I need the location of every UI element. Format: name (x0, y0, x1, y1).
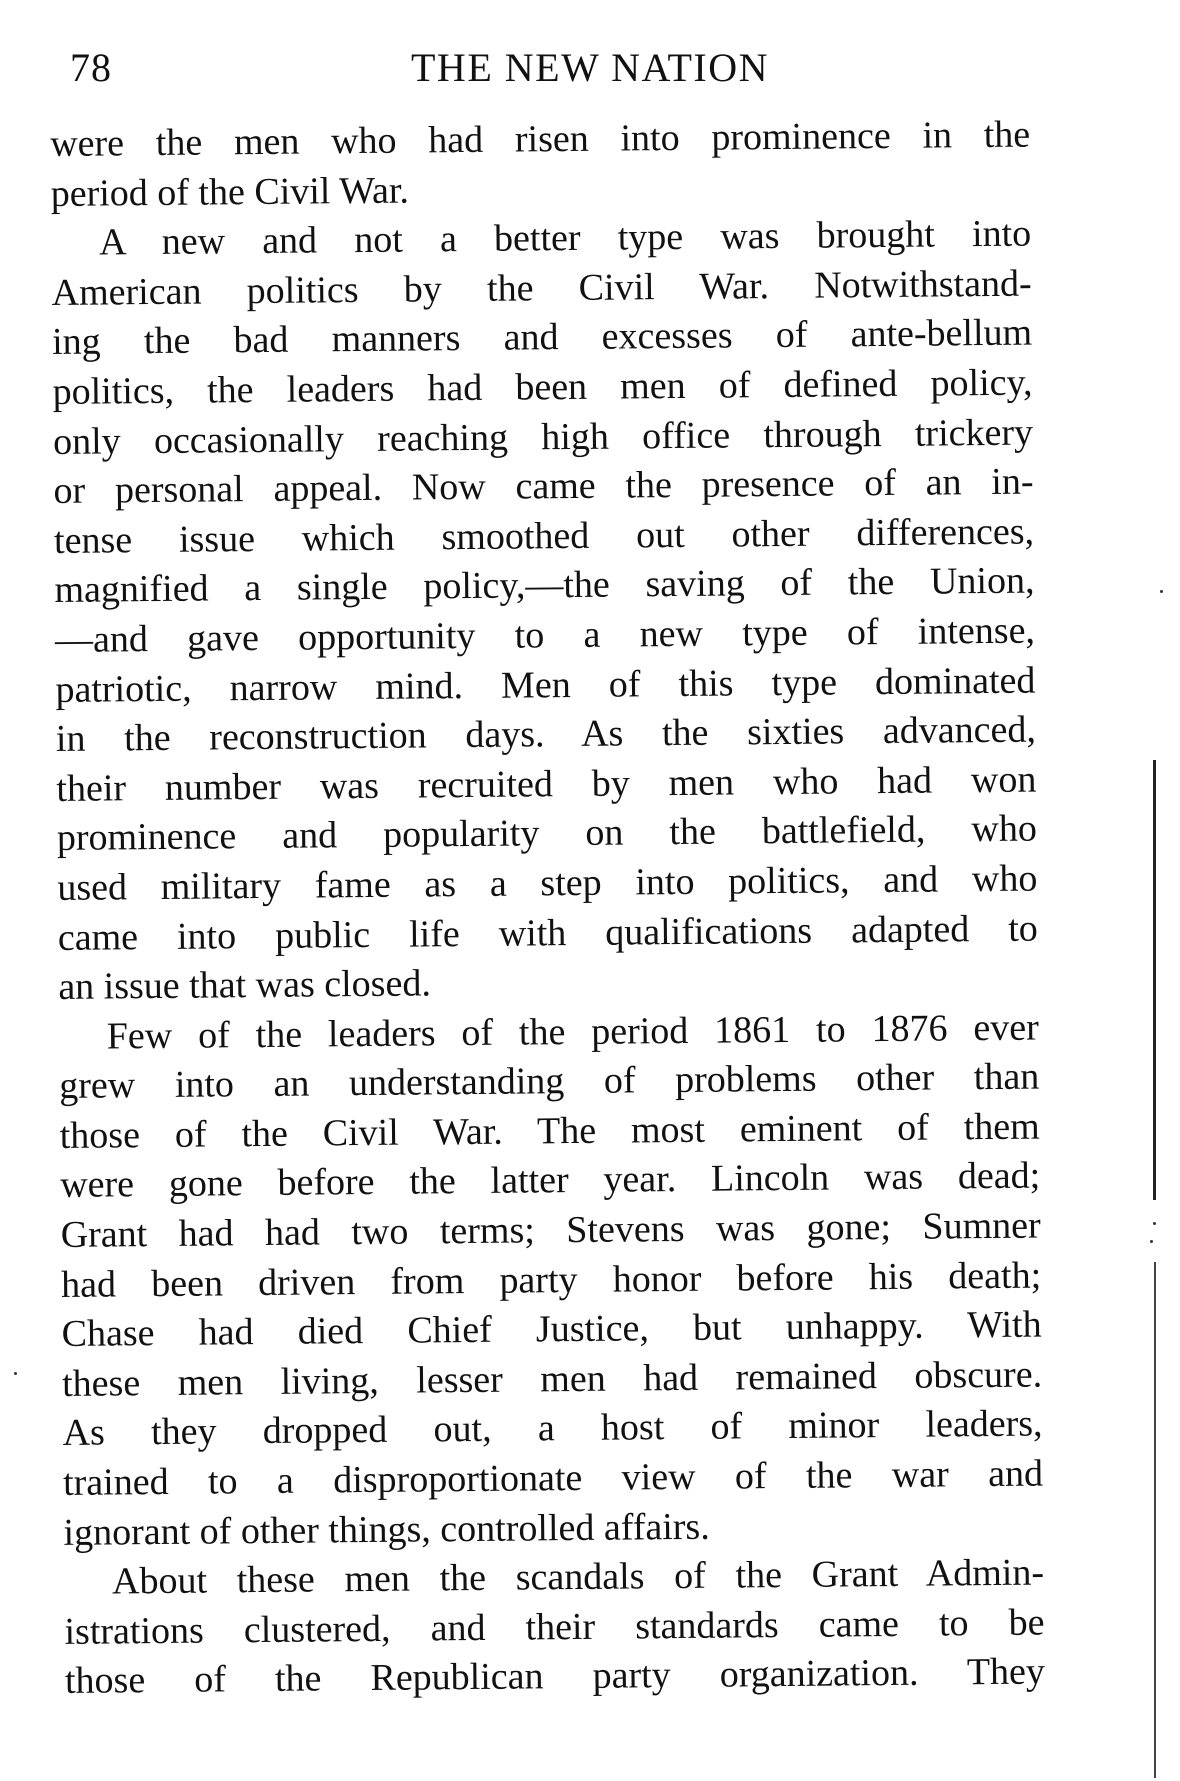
text-line: only occasionally reaching high office through trickery (52, 411, 1034, 463)
text-line: politics, the leaders had been men of defined policy, (52, 361, 1033, 413)
text-line: an issue that was closed. (58, 962, 432, 1009)
text-line: istrations clustered, and their standards came to be (64, 1601, 1045, 1653)
page-edge-rule (1154, 1262, 1156, 1778)
text-line: American politics by the Civil War. Notwithstand- (51, 262, 1032, 314)
text-line: were gone before the latter year. Lincoln was dead; (60, 1155, 1041, 1207)
scan-speck (1153, 1222, 1156, 1225)
text-line: period of the Civil War. (50, 169, 410, 215)
text-line: magnified a single policy,—the saving of the Union, (54, 559, 1035, 612)
scan-speck (1150, 1240, 1153, 1243)
scan-speck (14, 1372, 17, 1375)
text-line: in the reconstruction days. As the sixties advanced, (55, 708, 1037, 761)
text-line: As they dropped out, a host of minor leaders, (62, 1402, 1043, 1455)
text-line: or personal appeal. Now came the presence of an in- (53, 460, 1034, 513)
text-line: About these men the scandals of the Grant Admin- (111, 1551, 1045, 1603)
text-line: tense issue which smoothed out other differences, (53, 510, 1035, 562)
text-line: had been driven from party honor before his death; (60, 1254, 1042, 1306)
paragraph-new-type (51, 210, 1039, 1013)
text-line: came into public life with qualifications adapted to (57, 907, 1039, 959)
text-line: Grant had had two terms; Stevens was gone; Sumner (60, 1204, 1041, 1257)
text-line: those of the Civil War. The most eminent of them (59, 1105, 1040, 1157)
page-edge-rule (1153, 760, 1156, 1200)
paragraph-few-leaders (59, 1003, 1044, 1558)
text-line: were the men who had risen into prominence in the (50, 113, 1031, 165)
page-number: 78 (70, 45, 112, 90)
text-line: ignorant of other things, controlled affairs. (63, 1505, 710, 1554)
text-line: those of the Republican party organization. They (64, 1650, 1046, 1703)
scan-speck (1160, 590, 1163, 593)
text-line: these men living, lesser men had remained obscure. (61, 1353, 1043, 1405)
text-line: —and gave opportunity to a new type of intense, (54, 609, 1036, 661)
text-line: patriotic, narrow mind. Men of this type dominated (55, 659, 1036, 711)
text-line: Few of the leaders of the period 1861 to 1876 ever (106, 1006, 1039, 1058)
body-text (50, 111, 1045, 1707)
text-line: grew into an understanding of problems other than (59, 1055, 1040, 1108)
text-line: used military fame as a step into politics, and who (57, 857, 1038, 909)
text-line: ing the bad manners and excesses of ante-bellum (51, 311, 1033, 364)
paragraph-scandals (64, 1549, 1045, 1707)
text-line: A new and not a better type was brought into (98, 212, 1032, 264)
running-title: THE NEW NATION (411, 45, 769, 90)
text-line: prominence and popularity on the battlefield, who (56, 807, 1038, 860)
paragraph-continued (50, 111, 1031, 220)
text-line: Chase had died Chief Justice, but unhappy. With (61, 1303, 1042, 1356)
text-line: their number was recruited by men who had won (56, 758, 1037, 810)
text-line: trained to a disproportionate view of the war and (62, 1452, 1044, 1504)
